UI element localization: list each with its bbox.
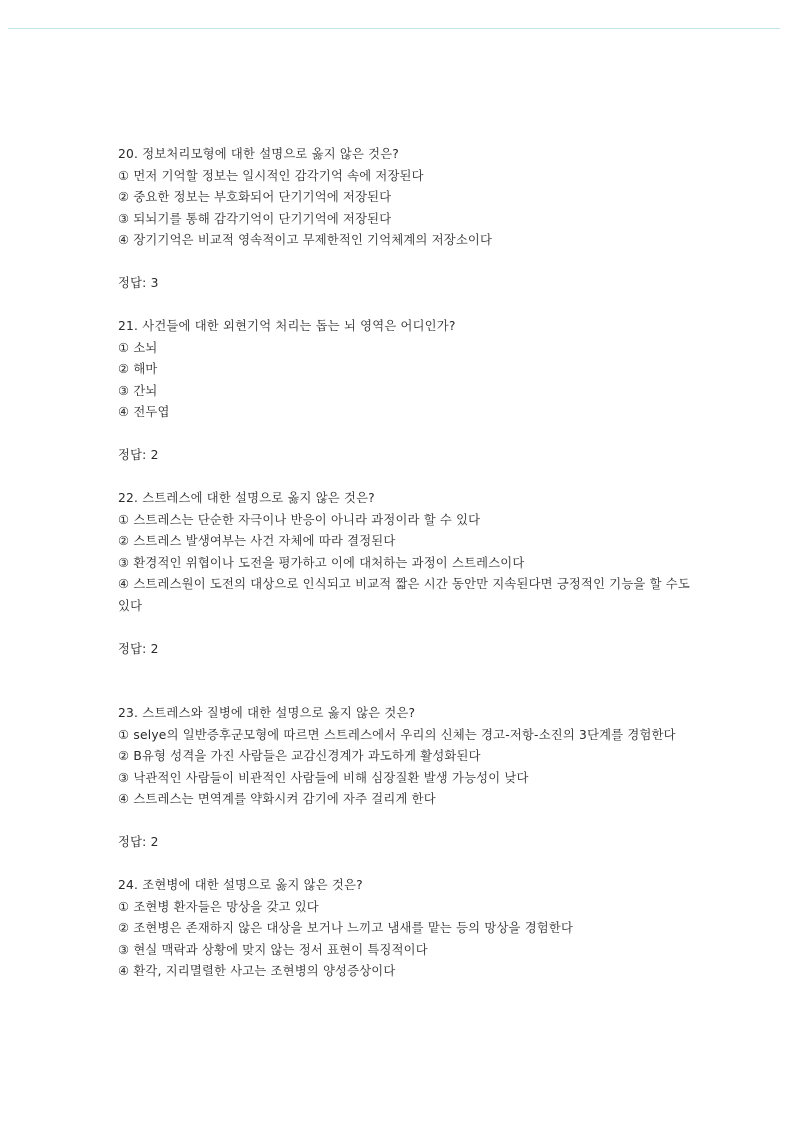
question-24 <box>118 875 698 983</box>
option-3: ③ 되뇌기를 통해 감각기억이 단기기억에 저장된다 <box>118 211 392 226</box>
answer-line: 정답: 3 <box>118 276 159 290</box>
question-title: 22. 스트레스에 대한 설명으로 옳지 않은 것은? <box>118 491 375 505</box>
option-4: ④ 스트레스는 면역계를 약화시켜 감기에 자주 걸리게 한다 <box>118 792 436 806</box>
answer-line: 정답: 2 <box>118 448 159 462</box>
answer-line: 정답: 2 <box>118 835 159 849</box>
option-4: ④ 전두엽 <box>118 405 170 419</box>
question-title: 21. 사건들에 대한 외현기억 처리는 돕는 뇌 영역은 어디인가? <box>118 319 456 333</box>
option-1: ① 조현병 환자들은 망상을 갖고 있다 <box>118 899 319 914</box>
option-4: ④ 장기기억은 비교적 영속적이고 무제한적인 기억체계의 저장소이다 <box>118 233 493 247</box>
top-rule <box>8 28 780 29</box>
answer-line: 정답: 2 <box>118 641 159 656</box>
option-1: ① 소뇌 <box>118 340 158 355</box>
option-4: ④ 환각, 지리멸렬한 사고는 조현병의 양성증상이다 <box>118 964 396 978</box>
question-23 <box>118 703 698 854</box>
option-3: ③ 환경적인 위협이나 도전을 평가하고 이에 대처하는 과정이 스트레스이다 <box>118 555 525 570</box>
question-21 <box>118 316 698 467</box>
option-1: ① selye의 일반증후군모형에 따르면 스트레스에서 우리의 신체는 경고-저항-소진의 3단계를 경험한다 <box>118 727 676 742</box>
option-2: ② B유형 성격을 가진 사람들은 교감신경계가 과도하게 활성화된다 <box>118 749 481 763</box>
question-title: 24. 조현병에 대한 설명으로 옳지 않은 것은? <box>118 878 363 892</box>
question-20 <box>118 144 698 295</box>
option-3: ③ 간뇌 <box>118 383 158 398</box>
option-2: ② 해마 <box>118 362 158 376</box>
option-3: ③ 낙관적인 사람들이 비관적인 사람들에 비해 심장질환 발생 가능성이 낮다 <box>118 770 529 785</box>
option-3: ③ 현실 맥락과 상황에 맞지 않는 정서 표현이 특징적이다 <box>118 942 428 957</box>
option-2: ② 중요한 정보는 부호화되어 단기기억에 저장된다 <box>118 190 392 204</box>
option-2: ② 스트레스 발생여부는 사건 자체에 따라 결정된다 <box>118 534 396 548</box>
question-title: 20. 정보처리모형에 대한 설명으로 옳지 않은 것은? <box>118 147 400 161</box>
option-1: ① 먼저 기억할 정보는 일시적인 감각기억 속에 저장된다 <box>118 168 424 183</box>
question-list <box>118 144 698 983</box>
option-2: ② 조현병은 존재하지 않은 대상을 보거나 느끼고 냄새를 맡는 등의 망상을 경험한다 <box>118 921 574 935</box>
option-4: ④ 스트레스원이 도전의 대상으로 인식되고 비교적 짧은 시간 동안만 지속된다면 긍정적인 기능을 할 수도 있다 <box>118 577 690 613</box>
question-title: 23. 스트레스와 질병에 대한 설명으로 옳지 않은 것은? <box>118 706 416 720</box>
option-1: ① 스트레스는 단순한 자극이나 반응이 아니라 과정이라 할 수 있다 <box>118 512 481 527</box>
question-22 <box>118 488 698 660</box>
